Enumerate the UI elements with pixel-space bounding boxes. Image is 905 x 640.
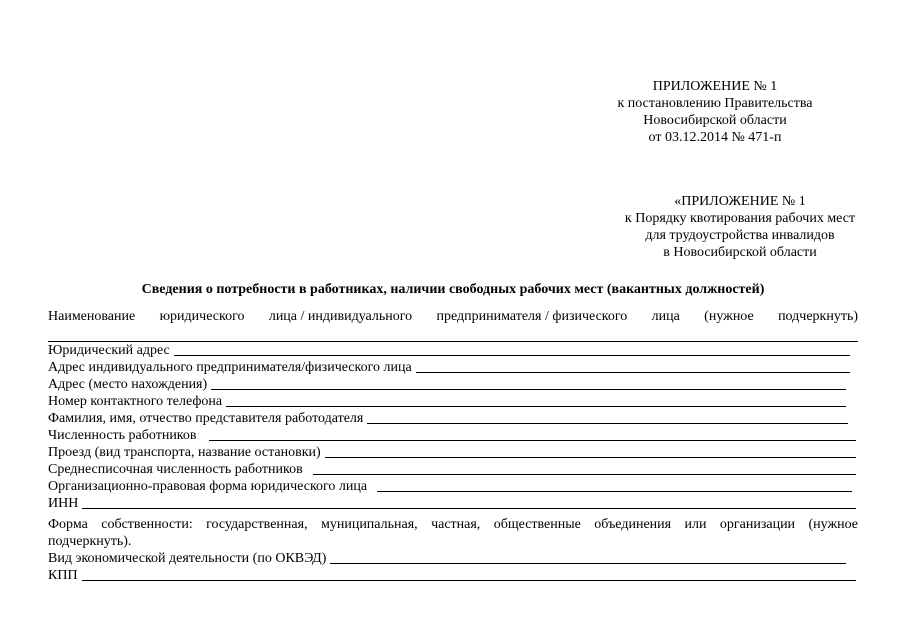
field-label: Численность работников bbox=[48, 428, 197, 443]
field-blank[interactable] bbox=[209, 440, 856, 441]
ownership-form-text: Форма собственности: государственная, муниципальная, частная, общественные объединения или организации (нужное bbox=[48, 517, 858, 532]
representative-name-field[interactable] bbox=[48, 410, 856, 427]
okved-field[interactable] bbox=[48, 550, 856, 567]
field-label: Среднесписочная численность работников bbox=[48, 462, 303, 477]
appendix-2-line: «ПРИЛОЖЕНИЕ № 1 bbox=[674, 194, 806, 209]
field-label: Адрес индивидуального предпринимателя/физического лица bbox=[48, 360, 412, 375]
appendix-header-2 bbox=[590, 193, 890, 261]
appendix-2-line: для трудоустройства инвалидов bbox=[645, 228, 835, 243]
field-label: Фамилия, имя, отчество представителя работодателя bbox=[48, 411, 364, 426]
organization-name-label bbox=[48, 309, 858, 326]
appendix-1-line: от 03.12.2014 № 471-п bbox=[648, 130, 782, 145]
phone-field[interactable] bbox=[48, 393, 856, 410]
field-blank[interactable] bbox=[313, 474, 856, 475]
field-blank[interactable] bbox=[226, 406, 846, 407]
field-blank[interactable] bbox=[377, 491, 852, 492]
appendix-2-line: к Порядку квотирования рабочих мест bbox=[624, 211, 856, 226]
field-blank[interactable] bbox=[82, 580, 856, 581]
appendix-header-1 bbox=[590, 78, 840, 146]
field-label: Вид экономической деятельности (по ОКВЭД) bbox=[48, 551, 327, 566]
field-label: Организационно-правовая форма юридического лица bbox=[48, 479, 368, 494]
name-word: лица / индивидуального bbox=[268, 309, 413, 324]
field-blank[interactable] bbox=[174, 355, 850, 356]
name-word: (нужное bbox=[704, 309, 754, 324]
field-label: Проезд (вид транспорта, название остановки) bbox=[48, 445, 321, 460]
field-blank[interactable] bbox=[325, 457, 856, 458]
field-blank[interactable] bbox=[82, 508, 856, 509]
entrepreneur-address-field[interactable] bbox=[48, 359, 856, 376]
average-headcount-field[interactable] bbox=[48, 461, 856, 478]
field-label: Номер контактного телефона bbox=[48, 394, 223, 409]
name-word: предпринимателя / физического bbox=[436, 309, 628, 324]
form-title: Сведения о потребности в работниках, наличии свободных рабочих мест (вакантных должностей) bbox=[141, 282, 765, 297]
appendix-1-line: ПРИЛОЖЕНИЕ № 1 bbox=[652, 79, 778, 94]
legal-address-field[interactable] bbox=[48, 342, 856, 359]
name-word: лица bbox=[651, 309, 680, 324]
field-label: Адрес (место нахождения) bbox=[48, 377, 208, 392]
name-word: подчеркнуть) bbox=[778, 309, 858, 324]
legal-form-field[interactable] bbox=[48, 478, 856, 495]
name-word: Наименование bbox=[48, 309, 136, 324]
field-blank[interactable] bbox=[416, 372, 850, 373]
appendix-1-line: к постановлению Правительства bbox=[617, 96, 813, 111]
location-address-field[interactable] bbox=[48, 376, 856, 393]
employees-count-field[interactable] bbox=[48, 427, 856, 444]
field-blank[interactable] bbox=[211, 389, 846, 390]
kpp-field[interactable] bbox=[48, 567, 856, 584]
ownership-form-text-end: подчеркнуть). bbox=[48, 534, 132, 549]
field-label: Юридический адрес bbox=[48, 343, 170, 358]
appendix-1-line: Новосибирской области bbox=[643, 113, 787, 128]
field-blank[interactable] bbox=[367, 423, 848, 424]
field-blank[interactable] bbox=[330, 563, 846, 564]
field-label: КПП bbox=[48, 568, 78, 583]
appendix-2-line: в Новосибирской области bbox=[663, 245, 817, 260]
field-label: ИНН bbox=[48, 496, 79, 511]
transport-field[interactable] bbox=[48, 444, 856, 461]
inn-field[interactable] bbox=[48, 495, 856, 512]
name-word: юридического bbox=[159, 309, 245, 324]
